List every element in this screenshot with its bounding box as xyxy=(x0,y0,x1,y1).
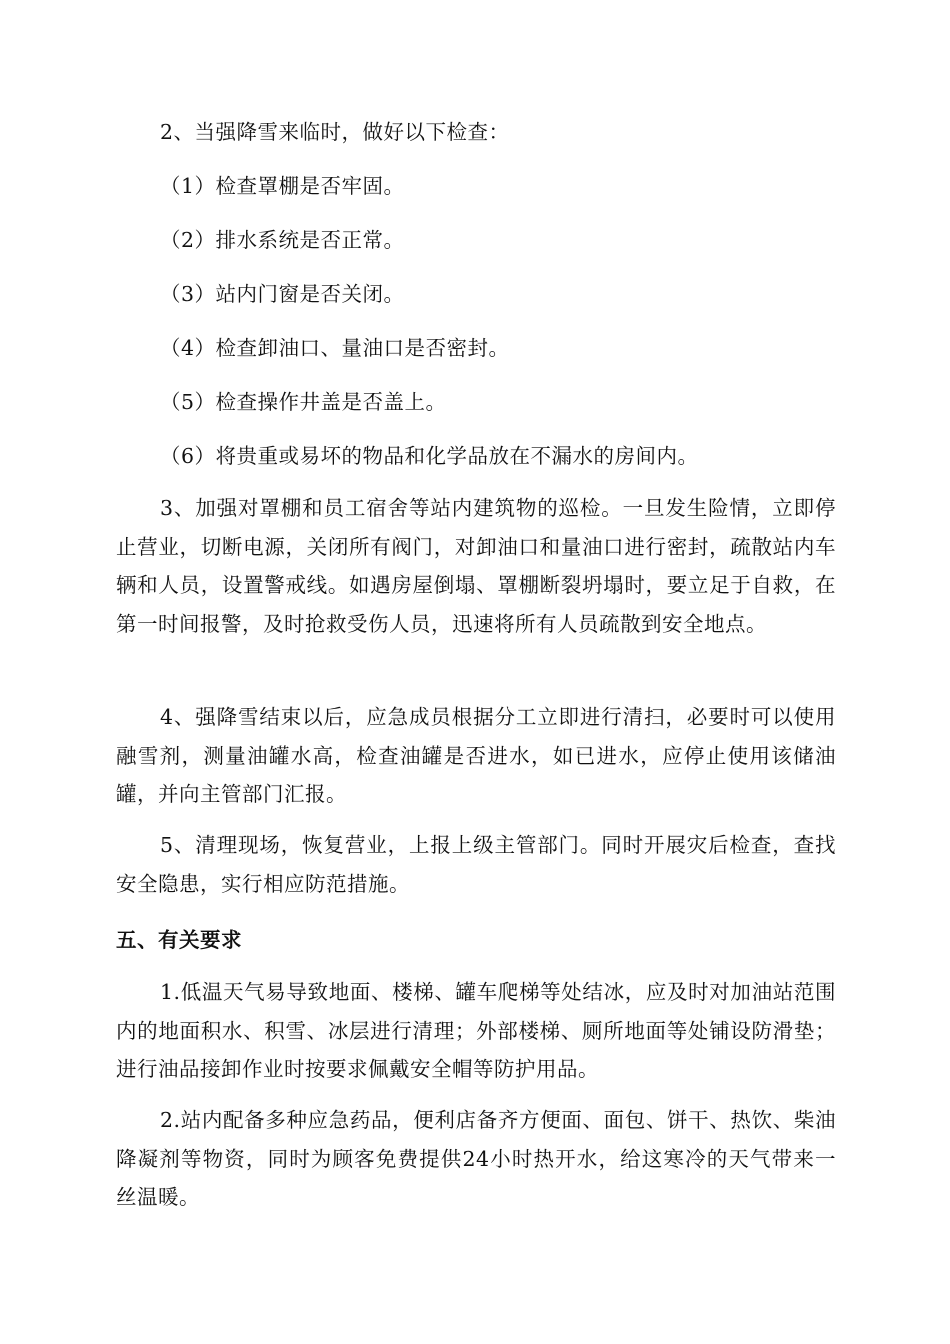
item5-paragraph: 5、清理现场，恢复营业，上报上级主管部门。同时开展灾后检查，查找安全隐患，实行相应防范措施。 xyxy=(116,833,836,896)
section-heading: 五、有关要求 xyxy=(116,928,242,952)
check-item-6: （6）将贵重或易坏的物品和化学品放在不漏水的房间内。 xyxy=(160,444,699,468)
check-item-5: （5）检查操作井盖是否盖上。 xyxy=(160,390,447,414)
item2-title: 2、当强降雪来临时，做好以下检查： xyxy=(160,120,510,144)
item4-paragraph: 4、强降雪结束以后，应急成员根据分工立即进行清扫，必要时可以使用融雪剂，测量油罐水高，检查油罐是否进水，如已进水，应停止使用该储油罐，并向主管部门汇报。 xyxy=(116,705,836,806)
check-item-3: （3）站内门窗是否关闭。 xyxy=(160,282,405,306)
check-item-2: （2）排水系统是否正常。 xyxy=(160,228,405,252)
requirement-1-paragraph: 1.低温天气易导致地面、楼梯、罐车爬梯等处结冰，应及时对加油站范围内的地面积水、积雪、冰层进行清理；外部楼梯、厕所地面等处铺设防滑垫；进行油品接卸作业时按要求佩戴安全帽等防护用品。 xyxy=(116,980,836,1081)
requirement-2-paragraph: 2.站内配备多种应急药品，便利店备齐方便面、面包、饼干、热饮、柴油降凝剂等物资，同时为顾客免费提供24小时热开水，给这寒冷的天气带来一丝温暖。 xyxy=(116,1108,836,1209)
check-item-1: （1）检查罩棚是否牢固。 xyxy=(160,174,405,198)
check-item-4: （4）检查卸油口、量油口是否密封。 xyxy=(160,336,510,360)
item3-paragraph: 3、加强对罩棚和员工宿舍等站内建筑物的巡检。一旦发生险情，立即停止营业，切断电源，关闭所有阀门，对卸油口和量油口进行密封，疏散站内车辆和人员，设置警戒线。如遇房屋倒塌、罩棚断裂坍塌时，要立足于自救，在第一时间报警，及时抢救受伤人员，迅速将所有人员疏散到安全地点。 xyxy=(116,496,836,636)
